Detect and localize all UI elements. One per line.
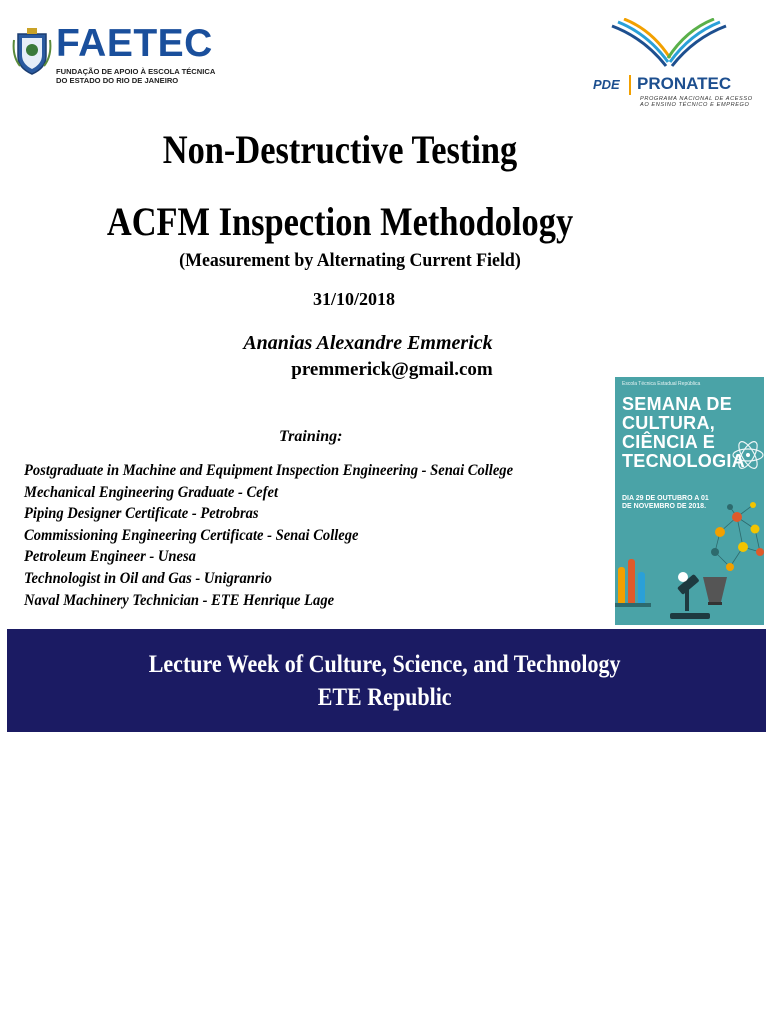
pde-label: PDE xyxy=(593,77,620,92)
author-name: Ananias Alexandre Emmerick xyxy=(243,332,493,354)
faetec-subtitle: FUNDAÇÃO DE APOIO À ESCOLA TÉCNICA xyxy=(56,67,216,76)
logo-divider xyxy=(629,75,631,95)
list-item: Piping Designer Certificate - Petrobras xyxy=(24,505,259,523)
pronatec-subtitle: PROGRAMA NACIONAL DE ACESSO xyxy=(640,96,753,102)
banner-title: Lecture Week of Culture, Science, and Technology xyxy=(148,651,621,678)
training-heading: Training: xyxy=(279,428,343,445)
faetec-wordmark: FAETEC xyxy=(56,22,213,65)
poster-title: SEMANA DE CULTURA, CIÊNCIA E TECNOLOGIA xyxy=(622,394,745,471)
list-item: Technologist in Oil and Gas - Unigranrio xyxy=(24,569,272,587)
footer-banner xyxy=(7,629,766,732)
poster-school-name: Escola Técnica Estadual República xyxy=(622,381,701,387)
list-item: Commissioning Engineering Certificate - Senai College xyxy=(24,526,359,544)
pronatec-subtitle: AO ENSINO TÉCNICO E EMPREGO xyxy=(640,102,750,108)
list-item: Naval Machinery Technician - ETE Henrique Lage xyxy=(24,591,335,609)
page-title: Non-Destructive Testing xyxy=(162,127,518,172)
state-coat-of-arms-icon xyxy=(12,26,52,76)
event-poster xyxy=(615,377,764,625)
faetec-logo xyxy=(12,22,234,92)
presentation-date: 31/10/2018 xyxy=(312,289,395,309)
pronatec-wordmark: PRONATEC xyxy=(637,74,732,93)
poster-dates: DIA 29 DE OUTUBRO A 01 DE NOVEMBRO DE 2018. xyxy=(622,495,709,510)
list-item: Postgraduate in Machine and Equipment Inspection Engineering - Senai College xyxy=(24,462,514,479)
pronatec-logo xyxy=(590,18,753,110)
faetec-subtitle: DO ESTADO DO RIO DE JANEIRO xyxy=(56,76,179,85)
list-item: Petroleum Engineer - Unesa xyxy=(24,548,196,566)
page-subtitle: (Measurement by Alternating Current Field) xyxy=(179,250,521,271)
list-item: Mechanical Engineering Graduate - Cefet xyxy=(24,483,278,501)
banner-subtitle: ETE Republic xyxy=(317,684,452,711)
author-email: premmerick@gmail.com xyxy=(291,359,493,380)
page-title-secondary: ACFM Inspection Methodology xyxy=(106,199,574,244)
open-book-swoosh-icon xyxy=(604,18,734,70)
training-list xyxy=(24,460,561,611)
